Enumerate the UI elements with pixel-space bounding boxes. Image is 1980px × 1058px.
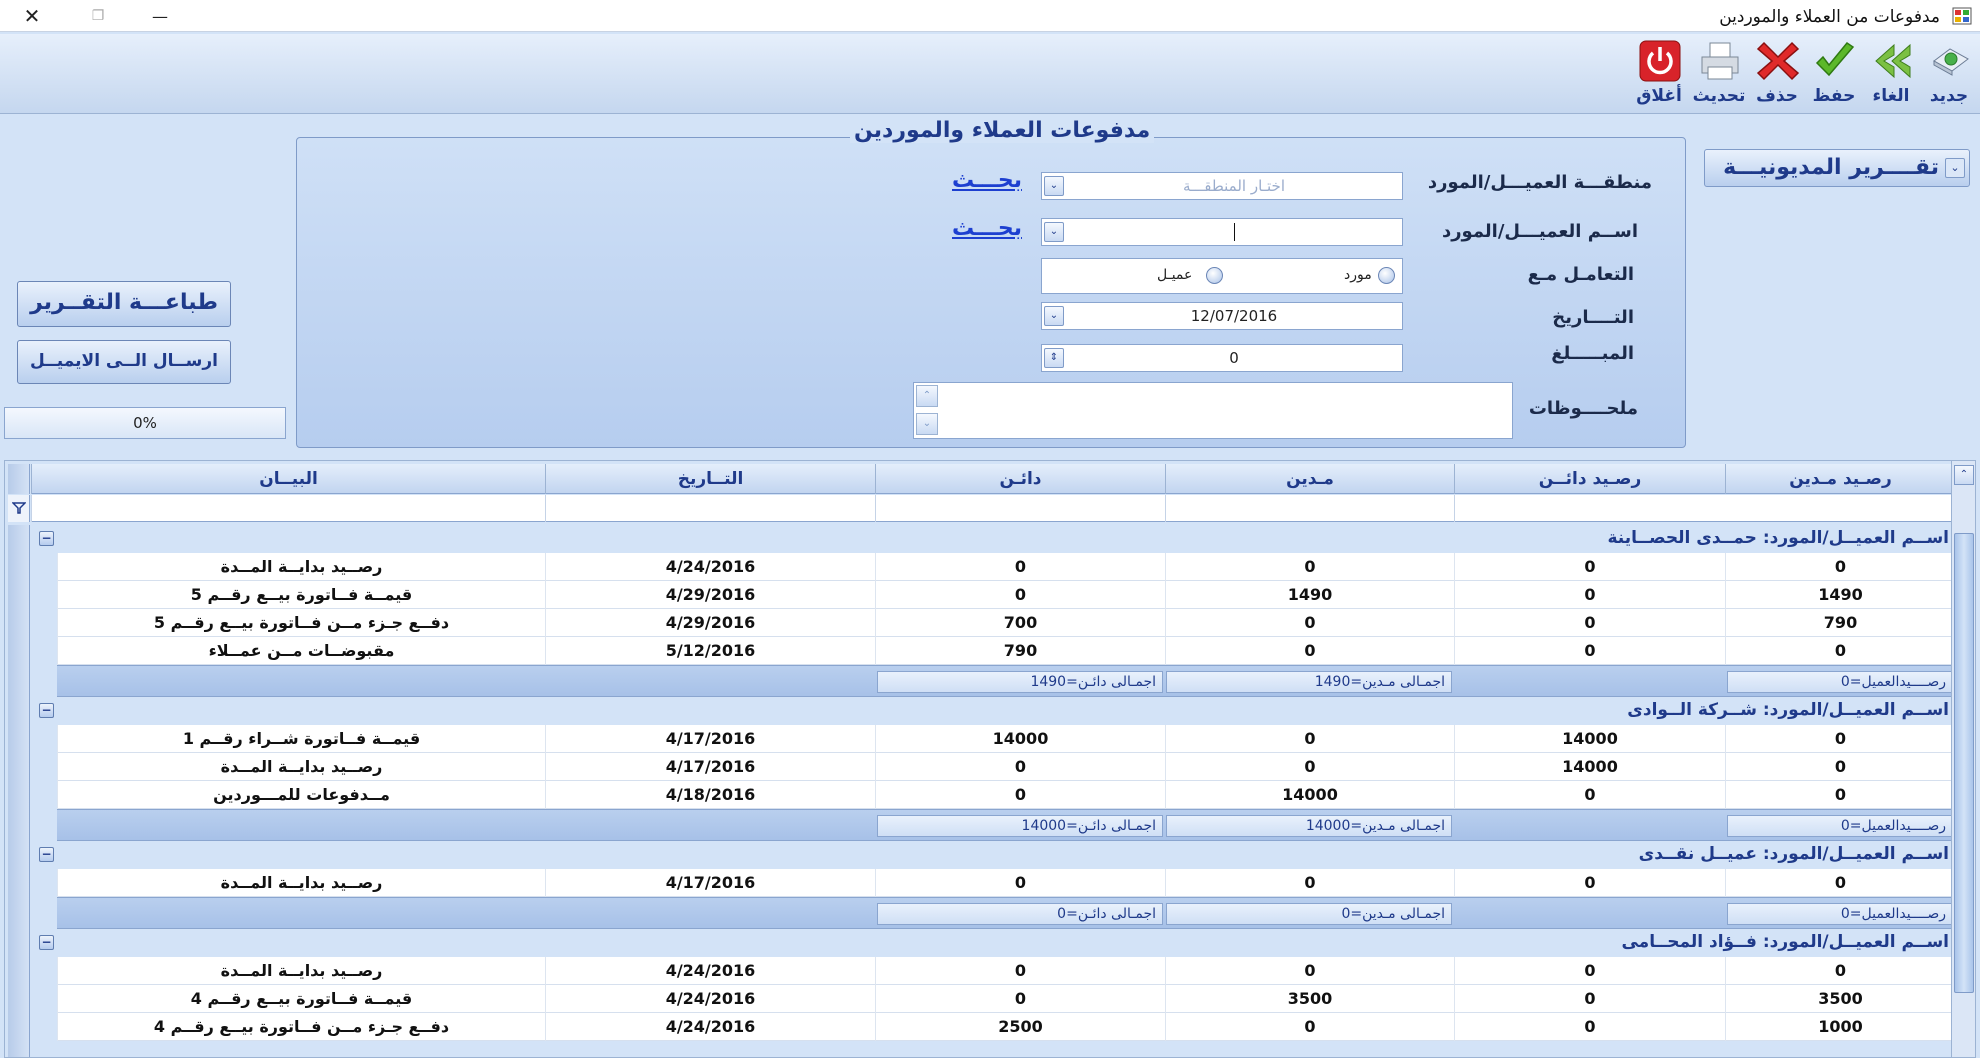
chevron-down-icon[interactable]: ⌄ bbox=[1044, 306, 1064, 326]
cell-debit-balance: 0 bbox=[1725, 781, 1955, 809]
group-title: اســم العميــل/المورد: فــؤاد المحــامى bbox=[1621, 932, 1949, 952]
new-button[interactable] bbox=[1920, 37, 1978, 111]
cell-description: رصــيد بدايــة المــدة bbox=[57, 553, 545, 581]
amount-stepper[interactable] bbox=[1041, 344, 1403, 372]
grid-header bbox=[31, 464, 1955, 494]
cell-credit-balance: 14000 bbox=[1454, 725, 1725, 753]
text-cursor bbox=[1234, 223, 1235, 241]
title-bar bbox=[0, 0, 1980, 32]
chevron-down-icon: ⌄ bbox=[1945, 158, 1965, 178]
group-summary-row bbox=[57, 809, 1955, 841]
check-icon bbox=[1813, 39, 1857, 83]
cell-date: 4/18/2016 bbox=[545, 781, 875, 809]
cell-credit: 0 bbox=[875, 753, 1165, 781]
group-summary-row bbox=[57, 897, 1955, 929]
cell-debit-balance: 3500 bbox=[1725, 985, 1955, 1013]
col-debit-balance[interactable]: رصـيد مـدين bbox=[1725, 464, 1955, 494]
printer-icon bbox=[1698, 39, 1742, 83]
delete-icon bbox=[1756, 39, 1800, 83]
total-credit-summary: اجمـالى دائـن=14000 bbox=[877, 815, 1163, 837]
close-window-button[interactable] bbox=[10, 0, 54, 32]
undo-button-label: الغاء bbox=[1872, 86, 1910, 106]
cell-credit: 790 bbox=[875, 637, 1165, 665]
table-row[interactable] bbox=[57, 753, 1955, 781]
spin-icon[interactable]: ⇕ bbox=[1044, 348, 1064, 368]
name-search-link[interactable]: بحـــث bbox=[952, 216, 1022, 241]
close-icon: ✕ bbox=[23, 4, 41, 28]
cell-date: 4/17/2016 bbox=[545, 869, 875, 897]
total-credit-summary: اجمـالى دائـن=0 bbox=[877, 903, 1163, 925]
group-title: اســم العميــل/المورد: عميــل نقــدى bbox=[1638, 844, 1949, 864]
cell-debit-balance: 790 bbox=[1725, 609, 1955, 637]
send-email-button[interactable]: ارســال الــى الايميــل bbox=[17, 340, 231, 384]
table-row[interactable] bbox=[57, 581, 1955, 609]
cell-credit: 0 bbox=[875, 581, 1165, 609]
cell-credit: 0 bbox=[875, 553, 1165, 581]
cell-date: 4/24/2016 bbox=[545, 1013, 875, 1041]
amount-value: 0 bbox=[1229, 349, 1239, 367]
group-row[interactable] bbox=[31, 525, 1955, 553]
table-row[interactable] bbox=[57, 637, 1955, 665]
cell-debit: 14000 bbox=[1165, 781, 1454, 809]
cell-debit-balance: 1490 bbox=[1725, 581, 1955, 609]
undo-button[interactable] bbox=[1862, 37, 1920, 111]
name-label: اســم العميـــل/المورد bbox=[1441, 221, 1638, 242]
cell-debit-balance: 0 bbox=[1725, 553, 1955, 581]
group-title: اســم العميــل/المورد: حمــدى الحصــاينة bbox=[1607, 528, 1949, 548]
undo-icon bbox=[1870, 39, 1914, 83]
cell-debit-balance: 0 bbox=[1725, 637, 1955, 665]
filter-row[interactable] bbox=[31, 495, 1955, 522]
new-button-label: جديد bbox=[1929, 86, 1969, 106]
cell-debit: 0 bbox=[1165, 637, 1454, 665]
table-row[interactable] bbox=[57, 553, 1955, 581]
cell-credit: 14000 bbox=[875, 725, 1165, 753]
delete-button-label: حذف bbox=[1756, 86, 1798, 106]
cell-date: 4/24/2016 bbox=[545, 553, 875, 581]
group-title: اســم العميــل/المورد: شــركة الــوادى bbox=[1627, 700, 1949, 720]
scroll-down-icon[interactable]: ⌄ bbox=[916, 413, 938, 435]
cell-description: رصــيد بدايــة المــدة bbox=[57, 753, 545, 781]
region-placeholder: اختـار المنطقـــة bbox=[1183, 177, 1285, 195]
cell-debit: 0 bbox=[1165, 753, 1454, 781]
col-credit[interactable]: دائـن bbox=[875, 464, 1165, 494]
cell-credit: 0 bbox=[875, 781, 1165, 809]
region-search-link[interactable]: بحـــث bbox=[952, 168, 1022, 193]
col-credit-balance[interactable]: رصـيد دائــن bbox=[1454, 464, 1725, 494]
cell-debit-balance: 1000 bbox=[1725, 1013, 1955, 1041]
cell-description: رصــيد بدايــة المــدة bbox=[57, 957, 545, 985]
cell-credit-balance: 0 bbox=[1454, 985, 1725, 1013]
filter-row-indicator[interactable] bbox=[8, 495, 30, 522]
cell-debit-balance: 0 bbox=[1725, 753, 1955, 781]
save-button[interactable] bbox=[1805, 37, 1863, 111]
cell-credit: 2500 bbox=[875, 1013, 1165, 1041]
supplier-radio[interactable] bbox=[1378, 267, 1395, 284]
cell-credit-balance: 0 bbox=[1454, 553, 1725, 581]
name-select[interactable] bbox=[1041, 218, 1403, 246]
cell-date: 4/29/2016 bbox=[545, 609, 875, 637]
customer-radio[interactable] bbox=[1206, 267, 1223, 284]
debt-report-label: تقــــرير المديونيـــة bbox=[1723, 155, 1939, 180]
cell-description: قيمــة فــاتورة بيــع رقــم 4 bbox=[57, 985, 545, 1013]
cell-debit: 0 bbox=[1165, 1013, 1454, 1041]
supplier-option-label: مورد bbox=[1344, 267, 1372, 283]
cell-credit-balance: 0 bbox=[1454, 637, 1725, 665]
table-row[interactable] bbox=[57, 957, 1955, 985]
cell-debit-balance: 0 bbox=[1725, 869, 1955, 897]
cell-date: 5/12/2016 bbox=[545, 637, 875, 665]
cell-credit-balance: 0 bbox=[1454, 869, 1725, 897]
scroll-up-icon[interactable]: ⌃ bbox=[916, 385, 938, 407]
col-debit[interactable]: مـدين bbox=[1165, 464, 1454, 494]
grid-corner bbox=[8, 464, 30, 494]
cell-credit: 0 bbox=[875, 985, 1165, 1013]
cell-debit: 0 bbox=[1165, 553, 1454, 581]
table-row[interactable] bbox=[57, 985, 1955, 1013]
cell-debit: 0 bbox=[1165, 957, 1454, 985]
group-row[interactable] bbox=[31, 841, 1955, 869]
filter-icon bbox=[12, 501, 26, 515]
collapse-icon[interactable]: − bbox=[39, 531, 54, 546]
region-label: منطقـــة العميـــل/المورد bbox=[1427, 172, 1652, 193]
cell-description: قيمــة فــاتورة شــراء رقــم 1 bbox=[57, 725, 545, 753]
total-debit-summary: اجمـالى مـدين=14000 bbox=[1166, 815, 1452, 837]
scrollbar-thumb[interactable] bbox=[1954, 533, 1974, 993]
cell-date: 4/24/2016 bbox=[545, 985, 875, 1013]
close-button[interactable] bbox=[1630, 37, 1688, 111]
progress-bar bbox=[4, 407, 286, 439]
cell-debit: 1490 bbox=[1165, 581, 1454, 609]
close-button-label: أغلاق bbox=[1636, 86, 1682, 106]
cell-description: دفــع جـزء مــن فــاتورة بيــع رقــم 4 bbox=[57, 1013, 545, 1041]
group-row[interactable] bbox=[31, 929, 1955, 957]
vertical-scrollbar[interactable] bbox=[1951, 461, 1975, 1058]
print-report-button[interactable]: طباعـــة التقــرير bbox=[17, 281, 231, 327]
table-row[interactable] bbox=[57, 781, 1955, 809]
customer-option-label: عميـل bbox=[1157, 267, 1193, 283]
cell-date: 4/17/2016 bbox=[545, 725, 875, 753]
row-indicator-column bbox=[8, 525, 30, 1058]
minimize-icon: — bbox=[152, 6, 168, 26]
app-icon bbox=[1952, 7, 1972, 25]
cell-credit: 0 bbox=[875, 957, 1165, 985]
cell-debit-balance: 0 bbox=[1725, 957, 1955, 985]
amount-label: المبـــــلغ bbox=[1551, 343, 1634, 364]
table-row[interactable] bbox=[57, 869, 1955, 897]
restore-icon: ❐ bbox=[91, 8, 105, 24]
notes-label: ملحــــوظات bbox=[1528, 398, 1638, 419]
cell-debit: 0 bbox=[1165, 609, 1454, 637]
cell-credit-balance: 0 bbox=[1454, 1013, 1725, 1041]
deal-with-label: التعامـل مـع bbox=[1527, 264, 1634, 285]
cell-description: رصــيد بدايــة المــدة bbox=[57, 869, 545, 897]
debt-report-button[interactable] bbox=[1704, 149, 1970, 187]
col-date[interactable]: التــاريخ bbox=[545, 464, 875, 494]
cell-date: 4/24/2016 bbox=[545, 957, 875, 985]
new-icon bbox=[1928, 39, 1972, 83]
chevron-down-icon[interactable]: ⌄ bbox=[1044, 176, 1064, 196]
window-title: مدفوعات من العملاء والموردين bbox=[1719, 7, 1940, 27]
cell-credit: 0 bbox=[875, 869, 1165, 897]
date-field[interactable] bbox=[1041, 302, 1403, 330]
cell-debit: 0 bbox=[1165, 725, 1454, 753]
cell-date: 4/29/2016 bbox=[545, 581, 875, 609]
region-select[interactable] bbox=[1041, 172, 1403, 200]
customer-balance-summary: رصــــيدالعميل=0 bbox=[1727, 671, 1953, 693]
total-credit-summary: اجمـالى دائـن=1490 bbox=[877, 671, 1163, 693]
group-row[interactable] bbox=[31, 697, 1955, 725]
customer-balance-summary: رصــــيدالعميل=0 bbox=[1727, 815, 1953, 837]
date-value: 12/07/2016 bbox=[1190, 307, 1278, 325]
chevron-down-icon[interactable]: ⌄ bbox=[1044, 222, 1064, 242]
table-row[interactable] bbox=[57, 1013, 1955, 1041]
collapse-icon[interactable]: − bbox=[39, 847, 54, 862]
cell-credit-balance: 0 bbox=[1454, 609, 1725, 637]
cell-debit: 0 bbox=[1165, 869, 1454, 897]
cell-description: دفــع جـزء مــن فــاتورة بيــع رقــم 5 bbox=[57, 609, 545, 637]
cell-description: قيمــة فــاتورة بيــع رقــم 5 bbox=[57, 581, 545, 609]
col-description[interactable]: البيــان bbox=[31, 464, 545, 494]
payments-grid bbox=[4, 460, 1976, 1058]
total-debit-summary: اجمـالى مـدين=1490 bbox=[1166, 671, 1452, 693]
progress-value: 0% bbox=[133, 414, 157, 432]
delete-button[interactable] bbox=[1748, 37, 1806, 111]
power-icon bbox=[1638, 39, 1682, 83]
cell-description: مقبوضــات مــن عمــلاء bbox=[57, 637, 545, 665]
total-debit-summary: اجمـالى مـدين=0 bbox=[1166, 903, 1452, 925]
table-row[interactable] bbox=[57, 725, 1955, 753]
save-button-label: حفظ bbox=[1812, 86, 1856, 106]
refresh-button[interactable] bbox=[1690, 37, 1748, 111]
collapse-icon[interactable]: − bbox=[39, 703, 54, 718]
scroll-up-icon[interactable]: ⌃ bbox=[1954, 465, 1974, 485]
refresh-button-label: تحديث bbox=[1692, 86, 1746, 106]
collapse-icon[interactable]: − bbox=[39, 935, 54, 950]
cell-debit: 3500 bbox=[1165, 985, 1454, 1013]
cell-credit-balance: 0 bbox=[1454, 581, 1725, 609]
cell-date: 4/17/2016 bbox=[545, 753, 875, 781]
customer-balance-summary: رصــــيدالعميل=0 bbox=[1727, 903, 1953, 925]
cell-credit: 700 bbox=[875, 609, 1165, 637]
restore-window-button[interactable] bbox=[76, 0, 120, 32]
cell-credit-balance: 0 bbox=[1454, 781, 1725, 809]
toolbar bbox=[0, 34, 1980, 114]
cell-credit-balance: 0 bbox=[1454, 957, 1725, 985]
date-label: التــــاريخ bbox=[1552, 307, 1634, 328]
table-row[interactable] bbox=[57, 609, 1955, 637]
cell-credit-balance: 14000 bbox=[1454, 753, 1725, 781]
minimize-window-button[interactable] bbox=[138, 0, 182, 32]
deal-with-radio-group bbox=[1041, 258, 1403, 294]
notes-field[interactable] bbox=[913, 382, 1513, 439]
group-summary-row bbox=[57, 665, 1955, 697]
cell-description: مــدفوعات للمـــوردين bbox=[57, 781, 545, 809]
group-title: مدفوعات العملاء والموردين bbox=[850, 118, 1154, 143]
cell-debit-balance: 0 bbox=[1725, 725, 1955, 753]
